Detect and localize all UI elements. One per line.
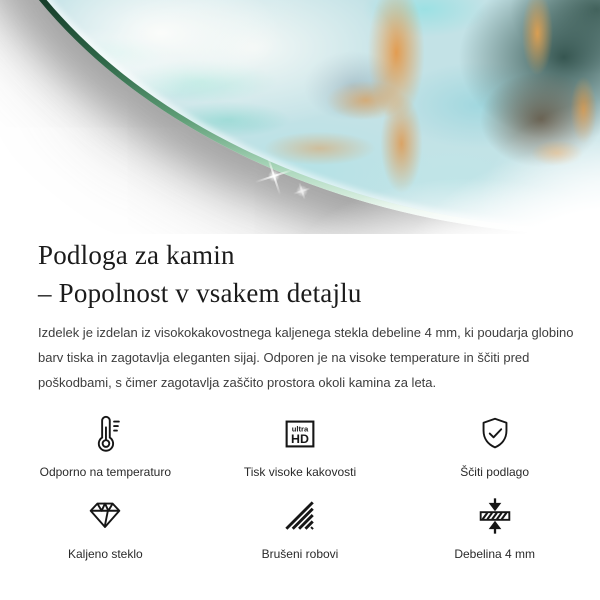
feature-label: Odporno na temperaturo — [39, 465, 172, 479]
page-title-line2: – Popolnost v vsakem detajlu — [38, 278, 362, 308]
ultra-hd-icon — [279, 411, 321, 457]
feature-label: Ščiti podlago — [460, 465, 530, 479]
feature-protects-surface — [397, 411, 592, 479]
product-image — [0, 0, 600, 234]
shield-check-icon — [474, 411, 516, 457]
ultra-hd-icon-text-top: ultra — [291, 424, 309, 434]
feature-label: Tisk visoke kakovosti — [243, 465, 357, 479]
features-grid — [8, 411, 592, 561]
feature-label: Debelina 4 mm — [454, 547, 536, 561]
content-area — [0, 236, 600, 395]
feature-print-quality — [203, 411, 398, 479]
ultra-hd-icon-text-bottom: HD — [291, 432, 309, 447]
feature-tempered-glass — [8, 493, 203, 561]
feature-label: Kaljeno steklo — [67, 547, 143, 561]
feature-temperature-resistant — [8, 411, 203, 479]
feature-beveled-edges — [203, 493, 398, 561]
beveled-edges-icon — [280, 493, 320, 539]
page-title-line1: Podloga za kamin — [38, 240, 235, 270]
marble-print-surface — [0, 0, 600, 230]
page-title — [38, 236, 568, 312]
diamond-icon — [83, 493, 127, 539]
thickness-icon — [474, 493, 516, 539]
feature-label: Brušeni robovi — [261, 547, 339, 561]
thermometer-icon — [84, 411, 126, 457]
product-description: Izdelek je izdelan iz visokokakovostnega kaljenega stekla debeline 4 mm, ki poudarja globino barv tiska in zagotavlja eleganten sijaj. Odporen je na visoke temperature in ščiti pred poškodbami, s čimer zagotavlja zaščito prostora okoli kamina za leta. — [38, 325, 574, 390]
feature-thickness — [397, 493, 592, 561]
